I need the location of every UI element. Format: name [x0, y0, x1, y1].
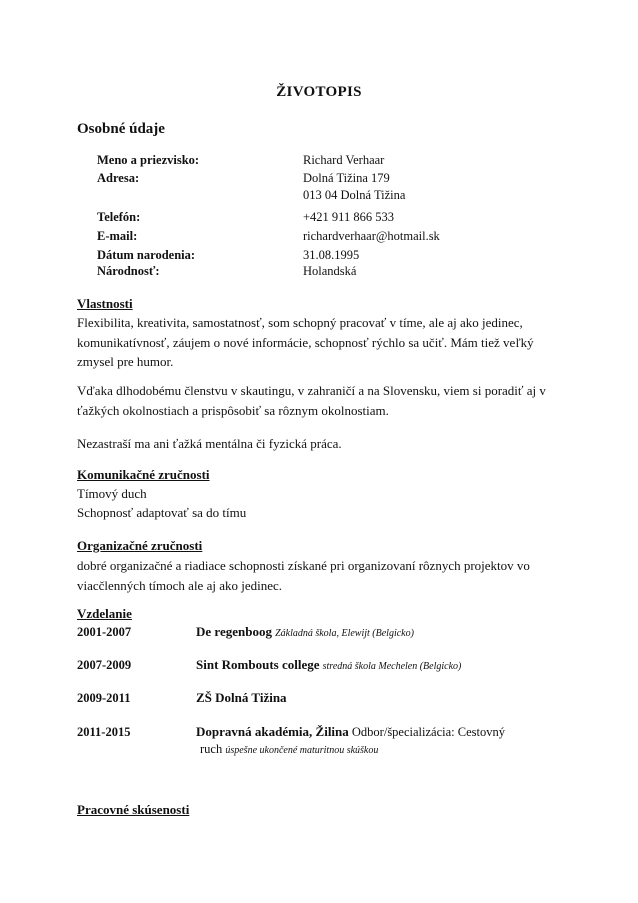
edu-school-3	[196, 690, 287, 706]
birthdate-value: 31.08.1995	[303, 248, 360, 262]
edu-sub-ruch: ruch	[200, 742, 223, 756]
phone-label: Telefón:	[97, 210, 141, 224]
name-label: Meno a priezvisko:	[97, 153, 200, 167]
nationality-value: Holandská	[303, 264, 357, 278]
edu-school-name-4: Dopravná akadémia, Žilina	[196, 724, 349, 739]
personal-heading: Osobné údaje	[77, 121, 165, 137]
address-label: Adresa:	[97, 171, 140, 185]
pracovne-heading: Pracovné skúsenosti	[77, 802, 190, 817]
edu-note-2: stredná škola Mechelen (Belgicko)	[322, 661, 462, 672]
edu-sub-4	[200, 742, 378, 757]
edu-extra-4: Odbor/špecializácia: Cestovný	[351, 725, 505, 739]
edu-school-name-3: ZŠ Dolná Tižina	[196, 690, 287, 705]
edu-school-1	[196, 624, 414, 640]
email-label: E-mail:	[97, 229, 138, 243]
edu-years-2: 2007-2009	[77, 658, 132, 672]
document-title: ŽIVOTOPIS	[276, 84, 362, 100]
komunikacne-line-2: Schopnosť adaptovať sa do tímu	[77, 505, 247, 520]
organizacne-heading: Organizačné zručnosti	[77, 538, 203, 553]
edu-years-3: 2009-2011	[77, 691, 131, 705]
edu-note-1: Základná škola, Elewijt (Belgicko)	[275, 628, 414, 639]
vlastnosti-heading: Vlastnosti	[77, 296, 133, 311]
birthdate-label: Dátum narodenia:	[97, 248, 196, 262]
edu-school-name-1: De regenboog	[196, 624, 272, 639]
phone-value: +421 911 866 533	[303, 210, 394, 224]
nationality-label: Národnosť:	[97, 264, 160, 278]
edu-school-name-2: Sint Rombouts college	[196, 657, 320, 672]
edu-years-4: 2011-2015	[77, 725, 131, 739]
email-value: richardverhaar@hotmail.sk	[303, 229, 440, 243]
edu-sub-note: úspešne ukončené maturitnou skúškou	[225, 745, 379, 756]
vlastnosti-paragraph-2: Vďaka dlhodobému členstvu v skautingu, v zahraničí a na Slovensku, viem si poradiť aj v ťažkých okolnostiach a prispôsobiť sa rôznym okolnostiam.	[77, 383, 546, 418]
address-value-2: 013 04 Dolná Tižina	[303, 188, 406, 202]
edu-school-2	[196, 657, 461, 673]
vlastnosti-paragraph-3: Nezastraší ma ani ťažká mentálna či fyzická práca.	[77, 436, 342, 451]
komunikacne-line-1: Tímový duch	[77, 486, 147, 501]
vzdelanie-heading: Vzdelanie	[77, 606, 132, 621]
address-value: Dolná Tižina 179	[303, 171, 390, 185]
organizacne-text: dobré organizačné a riadiace schopnosti získané pri organizovaní rôznych projektov vo viacčlenných tímoch ale aj ako jedinec.	[77, 558, 530, 593]
edu-years-1: 2001-2007	[77, 625, 132, 639]
name-value: Richard Verhaar	[303, 153, 385, 167]
vlastnosti-paragraph-1: Flexibilita, kreativita, samostatnosť, som schopný pracovať v tíme, ale aj ako jedinec, komunikatívnosť, záujem o nové informácie, schopnosť rýchlo sa učiť. Mám tiež veľký zmysel pre humor.	[77, 315, 534, 369]
komunikacne-heading: Komunikačné zručnosti	[77, 467, 210, 482]
edu-school-4	[196, 724, 505, 740]
